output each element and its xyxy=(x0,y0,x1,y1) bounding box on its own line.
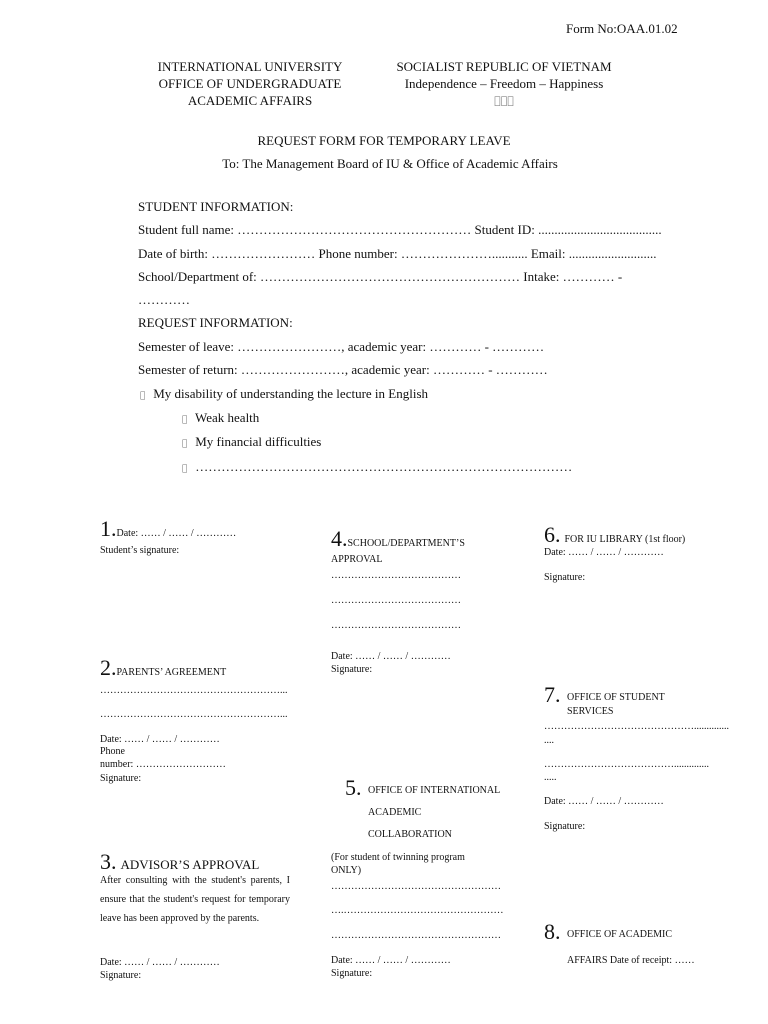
section-title: PARENTS’ AGREEMENT xyxy=(116,667,227,678)
phone-label: Phone xyxy=(100,746,125,757)
section-title: ADVISOR’S APPROVAL xyxy=(120,857,260,872)
student-date-field[interactable]: Date: …… / …… / ………… xyxy=(116,528,237,539)
reason-english-label: My disability of understanding the lecture in English xyxy=(153,386,429,401)
intake-continuation[interactable]: ………… xyxy=(138,292,190,307)
student-services-date-field[interactable]: Date: …… / …… / ………… xyxy=(544,796,664,807)
section-number: 5. xyxy=(345,775,362,800)
national-header xyxy=(382,58,626,109)
section-title: SCHOOL/DEPARTMENT’S xyxy=(347,538,465,549)
section-number: 4. xyxy=(331,526,348,551)
section-number: 1. xyxy=(100,516,117,541)
receipt-date-field[interactable]: AFFAIRS Date of receipt: …… xyxy=(567,955,695,966)
checkbox-icon[interactable] xyxy=(182,464,192,474)
international-date-field[interactable]: Date: …… / …… / ………… xyxy=(331,955,451,966)
section-number: 2. xyxy=(100,655,117,680)
library-date-field[interactable]: Date: …… / …… / ………… xyxy=(544,547,664,558)
twinning-note-2: ONLY) xyxy=(331,865,362,876)
international-dots-2[interactable]: ….………………………………………… xyxy=(331,905,504,916)
request-info-heading: REQUEST INFORMATION: xyxy=(138,315,293,330)
student-name-field[interactable]: Student full name: ……………………………………………… Student ID: ...................................... xyxy=(138,222,662,237)
section-number: 8. xyxy=(544,919,561,944)
reason-financial-option[interactable] xyxy=(182,434,321,450)
section-title-2: APPROVAL xyxy=(331,554,383,565)
section-number: 6. xyxy=(544,522,561,547)
section-title-note: (1st floor) xyxy=(642,534,686,545)
university-header xyxy=(140,58,360,109)
section-title-2: SERVICES xyxy=(567,706,614,717)
reason-health-option[interactable] xyxy=(182,410,259,426)
department-date-field[interactable]: Date: …… / …… / ………… xyxy=(331,651,451,662)
section-title: OFFICE OF STUDENT xyxy=(567,692,665,703)
section-number: 7. xyxy=(544,682,561,707)
office-name: OFFICE OF UNDERGRADUATE xyxy=(158,76,342,91)
form-number: Form No:OAA.01.02 xyxy=(566,21,678,36)
department-dots-3[interactable]: ………………………………… xyxy=(331,620,461,631)
section-1 xyxy=(100,518,236,541)
department-signature-label: Signature: xyxy=(331,664,373,675)
section-5 xyxy=(345,777,362,800)
section-title: FOR IU LIBRARY xyxy=(564,534,643,545)
department-dots-1[interactable]: ………………………………… xyxy=(331,570,461,581)
semester-return-field[interactable]: Semester of return: ……………………, academic year: ………… - ………… xyxy=(138,362,548,377)
parents-dots-2[interactable]: ………………………………………………... xyxy=(100,709,288,720)
parents-signature-label: Signature: xyxy=(100,773,142,784)
reason-other-field[interactable]: …………………………………………………………………………… xyxy=(195,459,573,474)
section-title: OFFICE OF ACADEMIC xyxy=(567,929,673,940)
section-6 xyxy=(544,524,685,547)
student-services-dots-2[interactable]: ………………………………….............. xyxy=(544,759,709,770)
school-intake-field[interactable]: School/Department of: …………………………………………………… Intake: ………… - xyxy=(138,269,623,284)
international-signature-label: Signature: xyxy=(331,968,373,979)
section-2 xyxy=(100,657,226,680)
form-title: REQUEST FORM FOR TEMPORARY LEAVE xyxy=(257,133,511,148)
department-dots-2[interactable]: ………………………………… xyxy=(331,595,461,606)
national-motto: Independence – Freedom – Happiness xyxy=(404,76,604,91)
phone-field[interactable]: number: ……………………… xyxy=(100,759,226,770)
advisor-statement: After consulting with the student's parents, I ensure that the student's request for temporary leave has been approved by the parents. xyxy=(100,875,290,924)
library-signature-label: Signature: xyxy=(544,572,586,583)
section-title-3: COLLABORATION xyxy=(368,829,452,840)
student-services-signature-label: Signature: xyxy=(544,821,586,832)
reason-health-label: Weak health xyxy=(195,410,260,425)
section-title: OFFICE OF INTERNATIONAL xyxy=(368,785,501,796)
birth-phone-email-field[interactable]: Date of birth: …………………… Phone number: …………………........... Email: ........................... xyxy=(138,246,657,261)
section-title-2: ACADEMIC xyxy=(368,807,422,818)
section-4 xyxy=(331,528,465,551)
reason-financial-label: My financial difficulties xyxy=(195,434,322,449)
checkbox-icon[interactable] xyxy=(182,439,192,449)
advisor-date-field[interactable]: Date: …… / …… / ………… xyxy=(100,957,220,968)
student-signature-label: Student’s signature: xyxy=(100,545,180,556)
university-name: INTERNATIONAL UNIVERSITY xyxy=(157,59,343,74)
section-7 xyxy=(544,684,561,707)
section-number: 3. xyxy=(100,849,117,874)
addressee-line: To: The Management Board of IU & Office of Academic Affairs xyxy=(222,156,558,171)
country-name: SOCIALIST REPUBLIC OF VIETNAM xyxy=(396,59,612,74)
international-dots-3[interactable]: …………………………………………… xyxy=(331,930,501,941)
student-services-dots-1b[interactable]: .... xyxy=(544,735,554,746)
checkbox-icon[interactable] xyxy=(140,391,150,401)
checkbox-icon[interactable] xyxy=(182,415,192,425)
section-8 xyxy=(544,921,561,944)
twinning-note: (For student of twinning program xyxy=(331,852,465,863)
parents-dots-1[interactable]: ………………………………………………... xyxy=(100,685,288,696)
decorative-glyphs xyxy=(382,92,626,109)
reason-other-option[interactable] xyxy=(182,459,572,475)
parents-date-field[interactable]: Date: …… / …… / ………… xyxy=(100,734,220,745)
semester-leave-field[interactable]: Semester of leave: ……………………, academic year: ………… - ………… xyxy=(138,339,545,354)
office-name-2: ACADEMIC AFFAIRS xyxy=(187,93,313,108)
student-info-heading: STUDENT INFORMATION: xyxy=(138,199,294,214)
student-services-dots-1[interactable]: ……………………………………….............. xyxy=(544,721,729,732)
advisor-signature-label: Signature: xyxy=(100,970,142,981)
international-dots-1[interactable]: …………………………………………… xyxy=(331,881,501,892)
reason-english-option[interactable] xyxy=(140,386,428,402)
student-services-dots-2b[interactable]: ..... xyxy=(544,772,557,783)
